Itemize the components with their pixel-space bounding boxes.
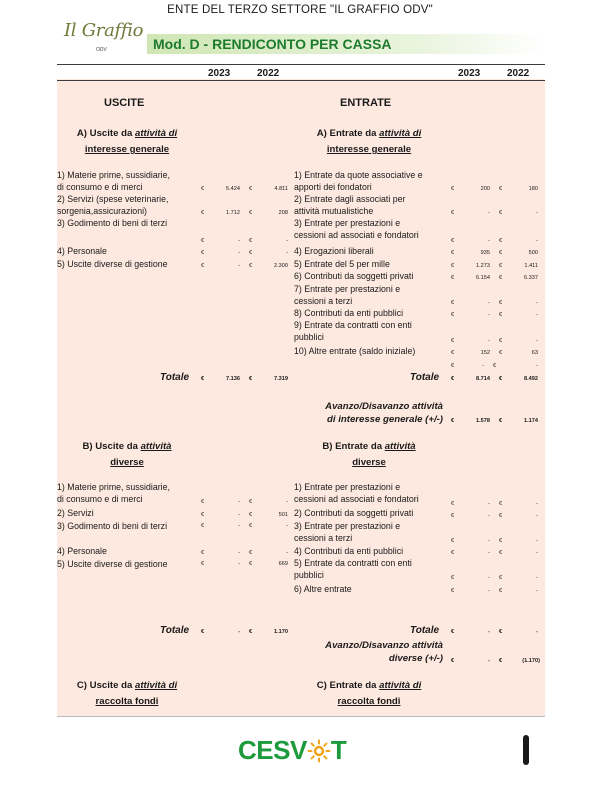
uscite-year-2022: 2022 xyxy=(257,68,280,79)
currency: € xyxy=(201,250,205,256)
entrate-a-total-2022: 8.492 xyxy=(524,376,538,382)
currency: € xyxy=(451,538,455,544)
value-2022: 4.811 xyxy=(274,186,288,192)
currency: € xyxy=(451,418,455,424)
list-item: 3) Entrate per prestazioni e cessioni a terzi xyxy=(294,521,401,543)
value-2022: - xyxy=(536,312,538,318)
value-2023: 5.424 xyxy=(226,186,240,192)
table-header-rule xyxy=(57,80,545,81)
currency: € xyxy=(249,512,253,518)
value-2022: - xyxy=(536,513,538,519)
uscite-a-total-label: Totale xyxy=(160,372,190,383)
currency: € xyxy=(499,418,503,424)
value-2022: 6.337 xyxy=(524,275,538,281)
currency: € xyxy=(451,376,455,382)
currency: € xyxy=(499,238,503,244)
value-2023: - xyxy=(238,263,240,269)
currency: € xyxy=(249,376,253,382)
currency: € xyxy=(249,523,253,529)
value-2022: 669 xyxy=(278,561,288,567)
list-item: 5) Entrate da contratti con enti pubblici xyxy=(294,558,412,580)
currency: € xyxy=(451,250,455,256)
value-2023: - xyxy=(488,238,490,244)
value-2023: 152 xyxy=(480,350,490,356)
currency: € xyxy=(249,186,253,192)
avanzo-interesse-generale-label: Avanzo/Disavanzo attività di interesse generale (+/-) xyxy=(325,401,443,425)
currency: € xyxy=(499,501,503,507)
list-item: 8) Contributi da enti pubblici xyxy=(294,308,404,318)
currency: € xyxy=(201,210,205,216)
currency: € xyxy=(499,275,503,281)
currency: € xyxy=(499,312,503,318)
value-2023: - xyxy=(238,250,240,256)
list-item: 1) Materie prime, sussidiarie, di consumo e di merci xyxy=(57,170,170,192)
currency: € xyxy=(201,376,205,382)
value-2023: - xyxy=(488,575,490,581)
list-item: 3) Godimento di beni di terzi xyxy=(57,521,168,531)
avanzo-b-2022: (1.170) xyxy=(522,658,540,664)
currency: € xyxy=(499,186,503,192)
currency: € xyxy=(249,210,253,216)
value-2023: - xyxy=(238,238,240,244)
currency: € xyxy=(499,338,503,344)
value-2023: - xyxy=(488,550,490,556)
value-2023: 935 xyxy=(480,250,490,256)
entrate-b-title: B) Entrate da attività diverse xyxy=(322,441,416,468)
value-2022: - xyxy=(536,300,538,306)
list-item: 6) Contributi da soggetti privati xyxy=(294,271,414,281)
currency: € xyxy=(451,575,455,581)
list-item: 2) Contributi da soggetti privati xyxy=(294,508,414,518)
value-2023: - xyxy=(238,550,240,556)
value-2023: 1.273 xyxy=(476,263,490,269)
value-2023: - xyxy=(488,312,490,318)
entrate-c-title: C) Entrate da attività di raccolta fondi xyxy=(316,680,422,707)
logo-text: Il Graffio xyxy=(64,20,144,41)
value-2023: - xyxy=(488,338,490,344)
list-item: 5) Entrate del 5 per mille xyxy=(294,259,390,269)
currency: € xyxy=(499,538,503,544)
entrate-b-total-2022: - xyxy=(536,629,538,635)
list-item: 5) Uscite diverse di gestione xyxy=(57,259,168,269)
value-2023: - xyxy=(488,501,490,507)
currency: € xyxy=(451,550,455,556)
currency: € xyxy=(201,550,205,556)
entrate-a-total-label: Totale xyxy=(410,372,440,383)
list-item: 4) Contributi da enti pubblici xyxy=(294,546,404,556)
avanzo-a-2023: 1.578 xyxy=(476,418,490,424)
value-2022: 501 xyxy=(278,512,288,518)
document-title: Mod. D - RENDICONTO PER CASSA xyxy=(153,36,392,52)
list-item: 6) Altre entrate xyxy=(294,584,352,594)
value-2022: - xyxy=(286,550,288,556)
currency: € xyxy=(499,350,503,356)
value-2022: - xyxy=(536,538,538,544)
list-item: 4) Erogazioni liberali xyxy=(294,246,374,256)
currency: € xyxy=(451,210,455,216)
table-bottom-rule xyxy=(57,716,545,717)
currency: € xyxy=(451,238,455,244)
currency: € xyxy=(249,629,253,635)
currency: € xyxy=(499,300,503,306)
currency: € xyxy=(499,658,503,664)
entrate-a-title: A) Entrate da attività di interesse generale xyxy=(316,128,422,155)
currency: € xyxy=(249,561,253,567)
currency: € xyxy=(201,512,205,518)
value-2023: - xyxy=(488,210,490,216)
value-2022: 1.411 xyxy=(524,263,538,269)
value-2023: 6.154 xyxy=(476,275,490,281)
uscite-b-total-2022: 1.170 xyxy=(274,629,288,635)
value-2023: - xyxy=(238,499,240,505)
value-2023: - xyxy=(488,588,490,594)
currency: € xyxy=(451,263,455,269)
list-item: 2) Servizi xyxy=(57,508,94,518)
currency: € xyxy=(499,250,503,256)
uscite-heading: USCITE xyxy=(104,97,145,109)
uscite-b-title: B) Uscite da attività diverse xyxy=(82,441,172,468)
uscite-c-title: C) Uscite da attività di raccolta fondi xyxy=(76,680,178,707)
entrate-a-total-2023: 8.714 xyxy=(476,376,490,382)
value-2022: - xyxy=(536,588,538,594)
value-2023: - xyxy=(238,512,240,518)
currency: € xyxy=(201,238,205,244)
value-2023: 200 xyxy=(480,186,490,192)
uscite-b-total-2023: - xyxy=(238,629,240,635)
currency: € xyxy=(201,186,205,192)
currency: € xyxy=(201,523,205,529)
avanzo-diverse-label: Avanzo/Disavanzo attività diverse (+/-) xyxy=(325,640,443,664)
value-2022: - xyxy=(536,210,538,216)
value-2023: - xyxy=(238,523,240,529)
currency: € xyxy=(499,575,503,581)
currency: € xyxy=(451,350,455,356)
list-item: 5) Uscite diverse di gestione xyxy=(57,559,168,569)
cesvot-logo: CESV T xyxy=(238,735,347,765)
uscite-b-total-label: Totale xyxy=(160,625,190,636)
value-2022: - xyxy=(536,501,538,507)
uscite-year-2023: 2023 xyxy=(208,68,231,79)
currency: € xyxy=(451,513,455,519)
value-2022: 208 xyxy=(278,210,288,216)
value-2023: - xyxy=(488,513,490,519)
scrollbar-handle[interactable] xyxy=(523,735,529,765)
sun-icon xyxy=(307,739,331,763)
currency: € xyxy=(201,629,205,635)
value-2022: - xyxy=(536,338,538,344)
list-item: 9) Entrate da contratti con enti pubblici xyxy=(294,320,412,342)
currency: € xyxy=(451,186,455,192)
value-2022: - xyxy=(286,238,288,244)
value-2022: - xyxy=(536,575,538,581)
value-2023: - xyxy=(238,561,240,567)
entrate-year-2022: 2022 xyxy=(507,68,530,79)
list-item: 10) Altre entrate (saldo iniziale) xyxy=(294,346,416,356)
currency: € xyxy=(451,312,455,318)
value-2022: - xyxy=(536,550,538,556)
list-item: 3) Entrate per prestazioni e cessioni ad associati e fondatori xyxy=(294,218,419,240)
currency: € xyxy=(451,588,455,594)
currency: € xyxy=(201,561,205,567)
uscite-a-total-2023: 7.136 xyxy=(226,376,240,382)
entrate-year-2023: 2023 xyxy=(458,68,481,79)
currency: € xyxy=(451,275,455,281)
avanzo-b-2023: - xyxy=(488,658,490,664)
currency: € xyxy=(499,376,503,382)
logo xyxy=(58,20,144,58)
entrate-b-total-label: Totale xyxy=(410,625,440,636)
currency: € xyxy=(499,513,503,519)
currency: € xyxy=(451,338,455,344)
currency: € xyxy=(499,263,503,269)
list-item: 3) Godimento di beni di terzi xyxy=(57,218,168,228)
document-title-bar xyxy=(147,34,544,54)
list-item: 7) Entrate per prestazioni e cessioni a terzi xyxy=(294,284,401,306)
currency: € xyxy=(249,238,253,244)
value-2022: - xyxy=(286,499,288,505)
value-2022: 180 xyxy=(528,186,538,192)
value-2022: 2.300 xyxy=(274,263,288,269)
currency: € xyxy=(499,550,503,556)
currency: € xyxy=(201,263,205,269)
list-item: 2) Servizi (spese veterinarie, sorgenia,assicurazioni) xyxy=(57,194,169,216)
avanzo-a-2022: 1.174 xyxy=(524,418,538,424)
list-item: 1) Entrate da quote associative e apporti dei fondatori xyxy=(294,170,423,192)
currency: € xyxy=(201,499,205,505)
list-item: 1) Entrate per prestazioni e cessioni ad associati e fondatori xyxy=(294,482,419,504)
list-item: 1) Materie prime, sussidiarie, di consumo e di merci xyxy=(57,482,170,504)
currency: € xyxy=(451,363,455,369)
currency: € xyxy=(451,629,455,635)
list-item: 4) Personale xyxy=(57,246,107,256)
currency: € xyxy=(249,499,253,505)
currency: € xyxy=(493,363,497,369)
value-2022: - xyxy=(536,363,538,369)
organization-header: ENTE DEL TERZO SETTORE "IL GRAFFIO ODV" xyxy=(167,4,433,16)
uscite-a-total-2022: 7.319 xyxy=(274,376,288,382)
value-2022: 63 xyxy=(531,350,538,356)
entrate-heading: ENTRATE xyxy=(340,97,392,109)
currency: € xyxy=(249,550,253,556)
list-item: 4) Personale xyxy=(57,546,107,556)
table-top-rule xyxy=(57,64,545,65)
value-2023: - xyxy=(482,363,484,369)
value-2022: - xyxy=(286,250,288,256)
currency: € xyxy=(451,300,455,306)
list-item: 2) Entrate dagli associati per attività mutualistiche xyxy=(294,194,406,216)
logo-subtitle: ODV xyxy=(96,47,107,53)
value-2022: - xyxy=(286,523,288,529)
currency: € xyxy=(499,588,503,594)
currency: € xyxy=(451,658,455,664)
currency: € xyxy=(499,629,503,635)
currency: € xyxy=(451,501,455,507)
value-2023: - xyxy=(488,538,490,544)
currency: € xyxy=(249,263,253,269)
value-2022: 500 xyxy=(528,250,538,256)
value-2023: - xyxy=(488,300,490,306)
currency: € xyxy=(249,250,253,256)
value-2023: 1.712 xyxy=(226,210,240,216)
entrate-b-total-2023: - xyxy=(488,629,490,635)
value-2022: - xyxy=(536,238,538,244)
currency: € xyxy=(499,210,503,216)
uscite-a-title: A) Uscite da attività di interesse generale xyxy=(76,128,178,155)
